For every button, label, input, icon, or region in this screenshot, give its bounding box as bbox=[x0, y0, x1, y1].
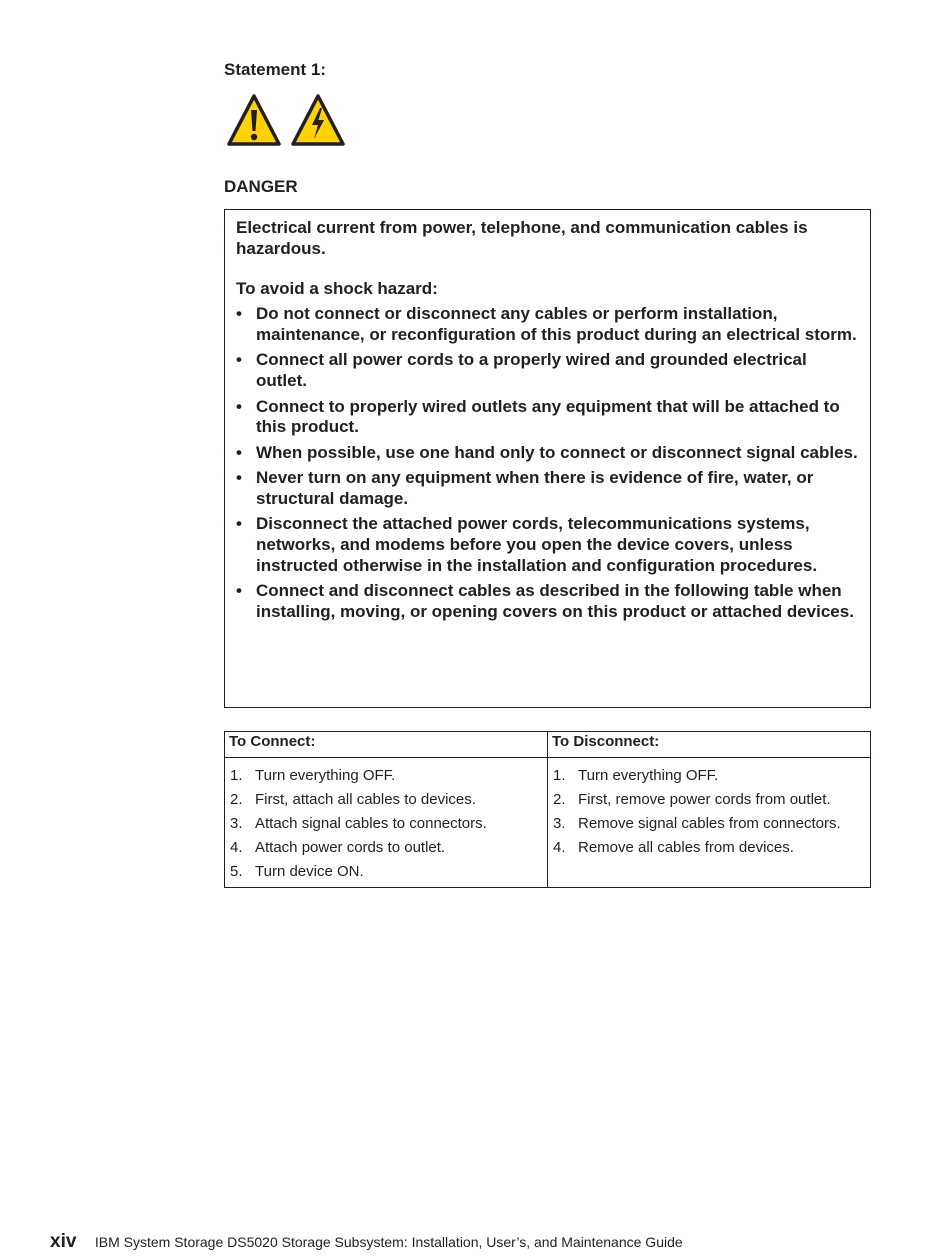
step-text: Remove all cables from devices. bbox=[578, 839, 794, 856]
bullet-text: Connect and disconnect cables as described in the following table when installing, moving, or opening covers on this product or attached devices. bbox=[256, 581, 854, 622]
step-number: 4. bbox=[553, 839, 566, 856]
step-text: Remove signal cables from connectors. bbox=[578, 815, 841, 832]
step-text: Turn everything OFF. bbox=[578, 767, 719, 784]
list-item bbox=[552, 839, 866, 863]
connect-column-header: To Connect: bbox=[225, 732, 548, 758]
bullet-text: Never turn on any equipment when there is evidence of fire, water, or structural damage. bbox=[256, 468, 814, 508]
danger-lead: To avoid a shock hazard: bbox=[236, 279, 438, 299]
step-text: Turn device ON. bbox=[255, 863, 364, 880]
list-item bbox=[229, 767, 543, 791]
step-number: 3. bbox=[553, 815, 566, 832]
page-footer bbox=[50, 1231, 683, 1253]
page-number: xiv bbox=[50, 1231, 77, 1252]
disconnect-steps-cell bbox=[548, 758, 871, 888]
disconnect-column-header: To Disconnect: bbox=[548, 732, 871, 758]
step-number: 2. bbox=[230, 791, 243, 808]
step-text: First, attach all cables to devices. bbox=[255, 791, 476, 808]
list-item bbox=[236, 443, 860, 464]
bullet-glyph: • bbox=[236, 468, 242, 488]
list-item bbox=[552, 767, 866, 791]
list-item bbox=[229, 863, 543, 887]
disconnect-steps-list bbox=[552, 767, 866, 863]
bullet-text: Disconnect the attached power cords, telecommunications systems, networks, and modems before you open the device covers, unless instructed otherwise in the installation and configuration procedures. bbox=[256, 514, 818, 575]
list-item bbox=[236, 581, 860, 622]
step-text: Turn everything OFF. bbox=[255, 767, 396, 784]
bullet-glyph: • bbox=[236, 350, 242, 370]
table-row bbox=[225, 758, 871, 888]
list-item bbox=[236, 468, 860, 509]
step-number: 3. bbox=[230, 815, 243, 832]
danger-label: DANGER bbox=[224, 177, 298, 196]
step-number: 1. bbox=[230, 767, 243, 784]
danger-bullet-list bbox=[236, 304, 860, 623]
bullet-glyph: • bbox=[236, 581, 242, 601]
list-item bbox=[229, 839, 543, 863]
table-header-row bbox=[225, 732, 871, 758]
bullet-glyph: • bbox=[236, 514, 242, 534]
document-title: IBM System Storage DS5020 Storage Subsystem: Installation, User’s, and Maintenance Guide bbox=[94, 1234, 683, 1250]
list-item bbox=[229, 791, 543, 815]
list-item bbox=[552, 791, 866, 815]
list-item bbox=[552, 815, 866, 839]
step-number: 5. bbox=[230, 863, 243, 880]
list-item bbox=[236, 350, 860, 391]
step-number: 1. bbox=[553, 767, 566, 784]
caution-exclamation-icon bbox=[226, 93, 282, 147]
danger-notice-box bbox=[224, 209, 871, 708]
list-item bbox=[236, 304, 860, 345]
step-number: 4. bbox=[230, 839, 243, 856]
cable-procedure-table bbox=[224, 731, 871, 888]
bullet-text: When possible, use one hand only to connect or disconnect signal cables. bbox=[256, 442, 858, 462]
electrical-hazard-icon bbox=[290, 93, 346, 147]
bullet-glyph: • bbox=[236, 304, 242, 324]
bullet-text: Do not connect or disconnect any cables or perform installation, maintenance, or reconfiguration of this product during an electrical storm. bbox=[256, 304, 857, 344]
bullet-glyph: • bbox=[236, 396, 242, 416]
step-text: Attach signal cables to connectors. bbox=[255, 815, 487, 832]
step-number: 2. bbox=[553, 791, 566, 808]
hazard-icons bbox=[226, 93, 350, 149]
list-item bbox=[236, 397, 860, 438]
bullet-text: Connect to properly wired outlets any equipment that will be attached to this product. bbox=[256, 396, 840, 437]
step-text: Attach power cords to outlet. bbox=[255, 839, 446, 856]
statement-heading: Statement 1: bbox=[224, 60, 327, 79]
bullet-glyph: • bbox=[236, 442, 242, 462]
list-item bbox=[236, 514, 860, 576]
bullet-text: Connect all power cords to a properly wired and grounded electrical outlet. bbox=[256, 350, 807, 391]
list-item bbox=[229, 815, 543, 839]
step-text: First, remove power cords from outlet. bbox=[578, 791, 831, 808]
danger-intro: Electrical current from power, telephone, and communication cables is hazardous. bbox=[236, 218, 808, 258]
connect-steps-cell bbox=[225, 758, 548, 888]
connect-steps-list bbox=[229, 767, 543, 887]
